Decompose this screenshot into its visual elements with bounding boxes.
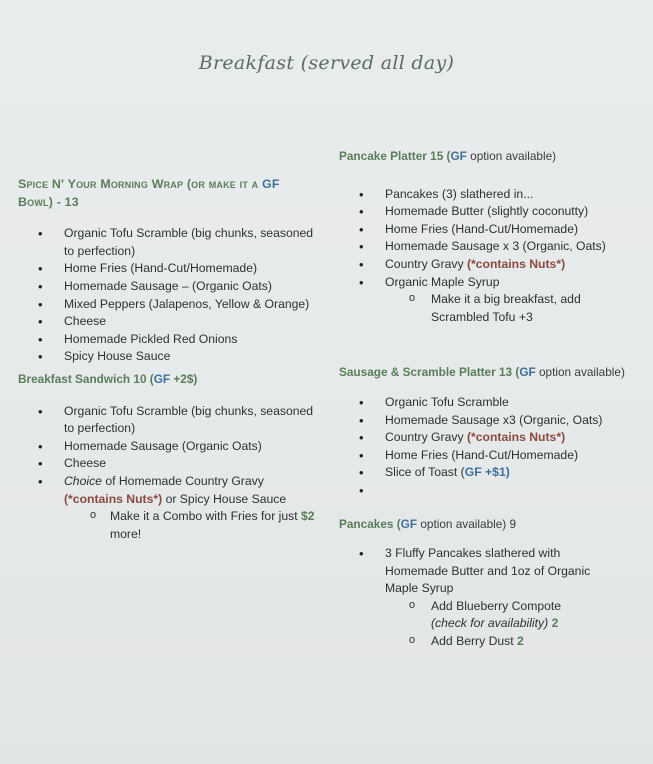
list-item: • Home Fries (Hand-Cut/Homemade) xyxy=(339,221,639,239)
sandwich-heading xyxy=(18,371,318,389)
list-item xyxy=(339,274,639,327)
gf-label: GF xyxy=(464,465,482,480)
list-item xyxy=(18,473,318,543)
list-item xyxy=(339,464,639,482)
pancakes-heading-text-2: option available) 9 xyxy=(417,516,517,531)
gravy-text: of Homemade Country Gravy xyxy=(101,473,264,488)
berry-dust-text: Add Berry Dust xyxy=(431,634,514,649)
list-item: • Homemade Sausage – (Organic Oats) xyxy=(18,278,318,296)
wrap-heading-text-2: Bowl) - 13 xyxy=(18,194,79,209)
sub-item xyxy=(339,598,599,633)
menu-title: Breakfast (served all day) xyxy=(198,52,455,74)
list-item: • Homemade Butter (slightly coconutty) xyxy=(339,203,639,221)
list-item: • Homemade Sausage (Organic Oats) xyxy=(18,438,318,456)
sandwich-heading-text-2: +2$) xyxy=(170,371,198,386)
sub-item: o Make it a big breakfast, add Scrambled Tofu +3 xyxy=(339,291,639,326)
right-column xyxy=(339,148,639,651)
list-item: • Homemade Sausage x 3 (Organic, Oats) xyxy=(339,238,639,256)
gf-label: GF xyxy=(519,365,536,380)
gf-label: GF xyxy=(450,149,467,163)
wrap-heading-text: Spice N' Your Morning Wrap (or make it a xyxy=(18,177,263,191)
syrup-text: Organic Maple Syrup xyxy=(385,274,500,289)
combo-text-2: more! xyxy=(110,526,142,541)
nuts-warning: (*contains Nuts*) xyxy=(64,491,163,506)
pancakes-heading xyxy=(339,516,639,534)
berry-dust-price: 2 xyxy=(513,634,524,649)
combo-price: $2 xyxy=(301,509,315,524)
list-item: • Pancakes (3) slathered in... xyxy=(339,186,639,204)
gf-label: GF xyxy=(400,516,418,531)
list-item: • Organic Tofu Scramble xyxy=(339,394,639,412)
list-item xyxy=(339,545,639,651)
list-item: • Cheese xyxy=(18,455,318,473)
gf-label: GF xyxy=(153,371,171,386)
pancakes-heading-text: Pancakes ( xyxy=(339,516,401,531)
gravy-text: Country Gravy xyxy=(385,256,467,271)
pancake-platter-heading xyxy=(339,148,639,166)
nuts-warning: (*contains Nuts*) xyxy=(466,256,566,271)
scramble-platter-items xyxy=(339,394,639,500)
list-item: • Organic Tofu Scramble (big chunks, seasoned to perfection) xyxy=(18,403,318,438)
left-column xyxy=(18,176,318,543)
list-item: • Spicy House Sauce xyxy=(18,348,318,366)
list-item xyxy=(339,256,639,274)
list-item-empty xyxy=(339,482,639,500)
blueberry-text: Add Blueberry Compote xyxy=(431,598,562,613)
sub-item xyxy=(339,633,599,651)
sandwich-heading-text: Breakfast Sandwich 10 ( xyxy=(18,371,154,386)
list-item: • Home Fries (Hand-Cut/Homemade) xyxy=(339,447,639,465)
list-item: • Organic Tofu Scramble (big chunks, seasoned to perfection) xyxy=(18,225,318,260)
combo-text: Make it a Combo with Fries for just xyxy=(110,509,301,524)
list-item: • Mixed Peppers (Jalapenos, Yellow & Orange) xyxy=(18,296,318,314)
blueberry-price: 2 xyxy=(548,616,559,631)
pancake-platter-heading-text: Pancake Platter 15 ( xyxy=(339,149,451,163)
list-item: • Cheese xyxy=(18,313,318,331)
wrap-heading xyxy=(18,176,318,211)
wrap-items xyxy=(18,225,318,366)
gravy-text: Country Gravy xyxy=(385,430,467,445)
scramble-platter-heading xyxy=(339,364,639,382)
gravy-text-2: or Spicy House Sauce xyxy=(162,491,287,506)
toast-text: Slice of Toast ( xyxy=(385,465,465,480)
pancakes-items xyxy=(339,545,639,651)
toast-price: +$1) xyxy=(481,465,510,480)
pancakes-item-text: 3 Fluffy Pancakes slathered with Homemade Butter and 1oz of Organic Maple Syrup xyxy=(385,546,591,596)
scramble-platter-heading-text: Sausage & Scramble Platter 13 ( xyxy=(339,365,520,380)
pancake-platter-items xyxy=(339,186,639,327)
list-item: • Homemade Sausage x3 (Organic, Oats) xyxy=(339,412,639,430)
sandwich-items xyxy=(18,403,318,544)
list-item xyxy=(339,429,639,447)
choice-text: Choice xyxy=(64,473,102,488)
list-item: • Home Fries (Hand-Cut/Homemade) xyxy=(18,260,318,278)
list-item: • Homemade Pickled Red Onions xyxy=(18,331,318,349)
scramble-platter-heading-text-2: option available) xyxy=(535,365,625,380)
pancake-platter-heading-text-2: option available) xyxy=(466,149,557,163)
sub-item xyxy=(18,508,318,543)
availability-note: (check for availability) xyxy=(431,616,549,631)
gf-label: GF xyxy=(262,177,280,191)
nuts-warning: (*contains Nuts*) xyxy=(466,430,566,445)
